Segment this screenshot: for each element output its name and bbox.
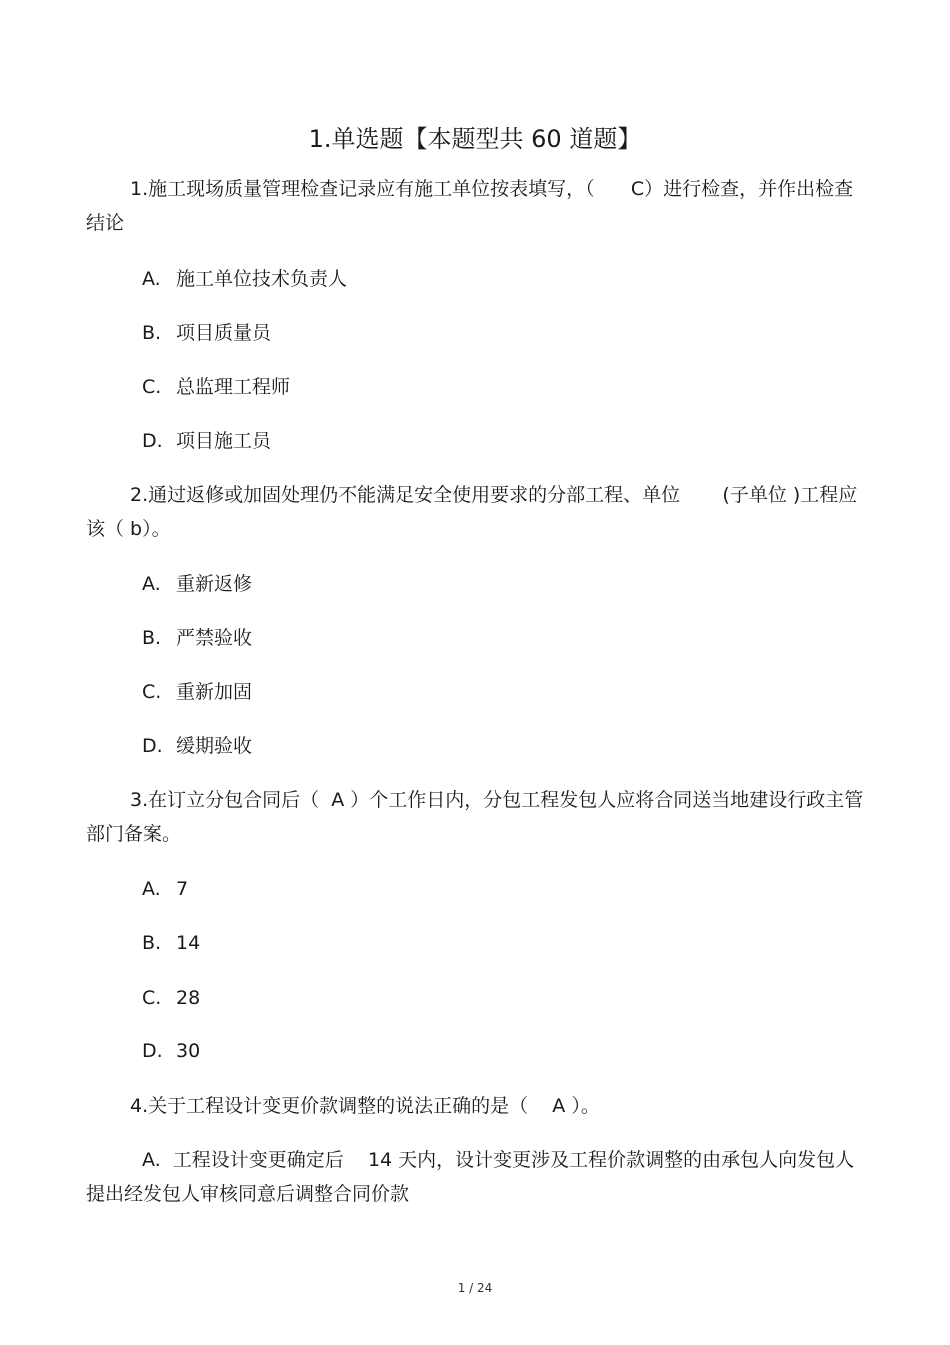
option-letter: C.	[142, 987, 162, 1009]
question-2-option-b	[142, 624, 252, 652]
option-text: 项目质量员	[176, 322, 272, 344]
question-1-stem: 1.施工现场质量管理检查记录应有施工单位按表填写，（ C）进行检查，并作出检查结论	[86, 178, 854, 234]
page-total: 24	[477, 1281, 493, 1295]
question-1-option-b	[142, 319, 271, 347]
option-letter: C.	[142, 681, 162, 703]
option-text: 14	[176, 932, 201, 954]
page-footer	[0, 1281, 950, 1295]
question-3-stem: 3.在订立分包合同后（ A ）个工作日内，分包工程发包人应将合同送当地建设行政主管部门备案。	[86, 789, 864, 845]
question-1-option-c	[142, 373, 290, 401]
page-separator: /	[469, 1281, 474, 1295]
question-3-option-d	[142, 1037, 200, 1065]
question-1-option-d	[142, 427, 271, 455]
option-letter: B.	[142, 932, 162, 954]
option-text: 30	[176, 1040, 201, 1062]
option-letter: C.	[142, 376, 162, 398]
option-text: 7	[176, 878, 189, 900]
section-title: 1.单选题【本题型共 60 道题】	[308, 125, 642, 153]
option-letter: B.	[142, 627, 162, 649]
question-1-option-a	[142, 265, 347, 293]
page-number: 1	[457, 1281, 466, 1295]
option-text: 施工单位技术负责人	[176, 268, 348, 290]
question-4-stem: 4.关于工程设计变更价款调整的说法正确的是（ A ）。	[130, 1095, 600, 1117]
question-2-option-c	[142, 678, 252, 706]
question-2-option-d	[142, 732, 252, 760]
option-letter: D.	[142, 430, 163, 452]
option-letter: A.	[142, 878, 161, 900]
option-text: 总监理工程师	[176, 376, 291, 398]
option-text: 严禁验收	[176, 627, 253, 649]
option-letter: B.	[142, 322, 162, 344]
option-letter: D.	[142, 1040, 163, 1062]
question-2-option-a	[142, 570, 252, 598]
option-text: 工程设计变更确定后 14 天内，设计变更涉及工程价款调整的由承包人向发包人提出经发包人审核同意后调整合同价款	[86, 1149, 855, 1205]
option-text: 重新返修	[176, 573, 253, 595]
option-letter: A.	[142, 573, 161, 595]
question-2-stem: 2.通过返修或加固处理仍不能满足安全使用要求的分部工程、单位 (子单位 )工程应该（ b）。	[86, 484, 858, 540]
option-letter: A.	[142, 268, 161, 290]
option-text: 项目施工员	[176, 430, 272, 452]
question-4-option-a	[86, 1143, 866, 1211]
option-text: 28	[176, 987, 201, 1009]
option-letter: A.	[142, 1149, 161, 1171]
option-text: 重新加固	[176, 681, 253, 703]
option-letter: D.	[142, 735, 163, 757]
question-3-option-c	[142, 984, 200, 1012]
option-text: 缓期验收	[176, 735, 253, 757]
question-3-option-a	[142, 875, 188, 903]
question-3-option-b	[142, 929, 200, 957]
